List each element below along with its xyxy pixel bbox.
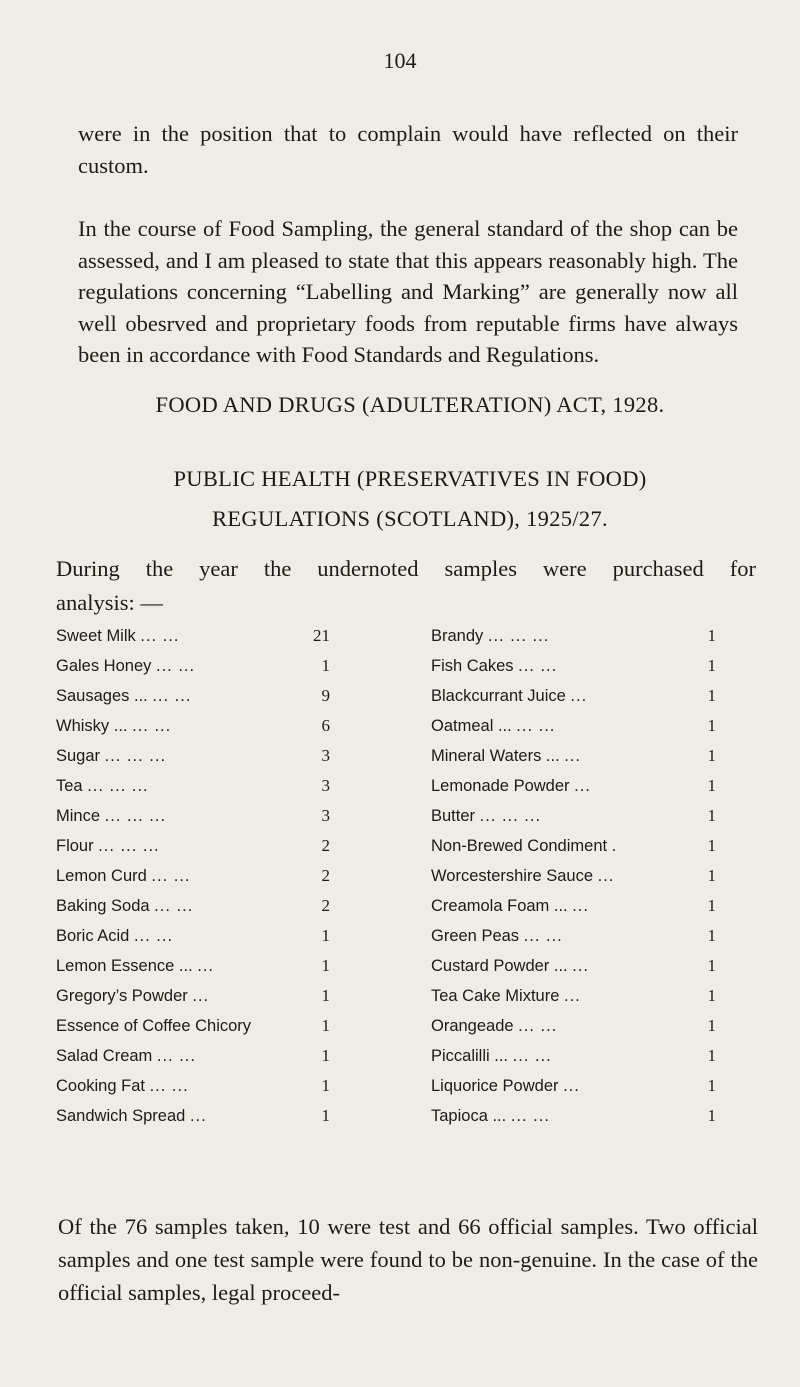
leader-dots: ... ...	[152, 687, 192, 705]
leader-dots: ... ...	[518, 657, 558, 675]
sample-item	[431, 1041, 552, 1071]
leader-dots: ... ...	[156, 1047, 196, 1065]
leader-dots: ...	[574, 777, 591, 795]
paragraph-sample-results: Of the 76 samples taken, 10 were test and 66 official samples. Two official samples and one test sample were found to be non-genuine. In the case of the official samples, legal proceed-	[58, 1214, 758, 1305]
leader-dots: ... ...	[523, 927, 563, 945]
leader-dots: ... ... ...	[87, 777, 149, 795]
sample-row	[56, 651, 766, 681]
sample-name: Oatmeal ...	[431, 717, 512, 735]
sample-row	[56, 681, 766, 711]
sample-name: Sausages ...	[56, 687, 148, 705]
sample-name: Sandwich Spread	[56, 1107, 186, 1125]
sample-name: Gregory’s Powder	[56, 987, 188, 1005]
paragraph-food-sampling: In the course of Food Sampling, the general standard of the shop can be assessed, and I am pleased to state that this appears reasonably high. The regulations concerning “Labelling and Marking” are generally now all well obesrved and proprietary foods from reputable firms have always been in accordance with Food Standards and Regulations.	[78, 216, 738, 367]
sample-name: Lemon Essence ...	[56, 957, 193, 975]
sample-count: 1	[321, 926, 330, 945]
sample-count: 6	[321, 716, 330, 735]
sample-item	[56, 831, 160, 861]
sample-name: Orangeade	[431, 1017, 514, 1035]
sample-name: Tea	[56, 777, 83, 795]
sample-count: 1	[707, 686, 716, 705]
sample-count: 1	[707, 806, 716, 825]
samples-list	[56, 621, 766, 1131]
sample-item	[431, 921, 563, 951]
heading-adulteration-act: FOOD AND DRUGS (ADULTERATION) ACT, 1928.	[155, 392, 665, 417]
sample-name: Sugar	[56, 747, 101, 765]
sample-item	[56, 1041, 196, 1071]
leader-dots: ... ... ...	[479, 807, 542, 825]
sample-row	[56, 951, 766, 981]
sample-count: 1	[707, 716, 716, 735]
leader-dots: ... ...	[140, 627, 180, 645]
sample-row	[56, 981, 766, 1011]
sample-count: 1	[321, 956, 330, 975]
sample-name: Mince	[56, 807, 101, 825]
sample-row	[56, 771, 766, 801]
leader-dots: ... ...	[151, 867, 191, 885]
sample-name: Lemonade Powder	[431, 777, 570, 795]
sample-count: 2	[321, 836, 330, 855]
sample-name: Green Peas	[431, 927, 520, 945]
sample-row	[56, 711, 766, 741]
sample-item	[431, 711, 555, 741]
sample-item	[56, 711, 171, 741]
leader-dots: ...	[570, 687, 588, 705]
leader-dots: ...	[597, 867, 615, 885]
paragraph-continuation: were in the position that to complain would have reflected on their custom.	[78, 121, 738, 178]
sample-item	[431, 1071, 580, 1101]
leader-dots: ...	[572, 957, 589, 975]
sample-count: 2	[321, 896, 330, 915]
leader-dots: ... ...	[133, 927, 174, 945]
sample-item	[56, 651, 195, 681]
sample-count: 1	[707, 656, 716, 675]
sample-count: 1	[707, 746, 716, 765]
sample-name: Butter	[431, 807, 476, 825]
sample-item	[56, 681, 191, 711]
leader-dots: ...	[189, 1107, 207, 1125]
sample-name: Creamola Foam ...	[431, 897, 568, 915]
sample-item	[56, 771, 149, 801]
sample-row	[56, 891, 766, 921]
sample-count: 1	[707, 1046, 716, 1065]
sample-count: 1	[707, 866, 716, 885]
sample-count: 1	[321, 656, 330, 675]
sample-name: Lemon Curd	[56, 867, 147, 885]
sample-item	[431, 681, 587, 711]
sample-name: Tapioca ...	[431, 1107, 507, 1125]
sample-item	[431, 651, 557, 681]
sample-item	[56, 981, 209, 1011]
sample-count: 3	[321, 746, 330, 765]
sample-item	[431, 831, 616, 861]
leader-dots: ... ... ...	[104, 807, 167, 825]
sample-row	[56, 861, 766, 891]
sample-name: Liquorice Powder	[431, 1077, 559, 1095]
sample-count: 1	[707, 836, 716, 855]
sample-name: Baking Soda	[56, 897, 150, 915]
sample-name: Flour	[56, 837, 94, 855]
sample-name: Non-Brewed Condiment .	[431, 837, 617, 855]
sample-item	[56, 861, 191, 891]
leader-dots: ... ...	[149, 1077, 189, 1095]
sample-name: Essence of Coffee Chicory	[56, 1017, 252, 1035]
sample-item	[431, 801, 541, 831]
sample-name: Tea Cake Mixture	[431, 987, 560, 1005]
sample-count: 1	[707, 626, 716, 645]
sample-count: 1	[321, 986, 330, 1005]
sample-item	[431, 951, 589, 981]
sample-count: 3	[321, 776, 330, 795]
sample-item	[56, 1071, 189, 1101]
sample-row	[56, 921, 766, 951]
leader-dots: ...	[563, 1077, 580, 1095]
sample-item	[56, 801, 166, 831]
sample-item	[431, 621, 549, 651]
leader-dots: ... ...	[512, 1047, 552, 1065]
sample-item	[431, 981, 581, 1011]
sample-name: Worcestershire Sauce	[431, 867, 594, 885]
sample-name: Custard Powder ...	[431, 957, 568, 975]
sample-count: 1	[707, 1016, 716, 1035]
sample-item	[431, 891, 589, 921]
samples-intro	[56, 552, 756, 620]
sample-name: Sweet Milk	[56, 627, 136, 645]
sample-count: 1	[707, 896, 716, 915]
sample-count: 1	[321, 1076, 330, 1095]
sample-count: 1	[707, 1106, 716, 1125]
sample-name: Mineral Waters ...	[431, 747, 560, 765]
leader-dots: ...	[572, 897, 589, 915]
sample-row	[56, 1011, 766, 1041]
leader-dots: ... ...	[516, 717, 556, 735]
sample-item	[56, 921, 173, 951]
sample-row	[56, 801, 766, 831]
sample-count: 1	[707, 956, 716, 975]
leader-dots: ...	[197, 957, 215, 975]
sample-item	[56, 621, 179, 651]
leader-dots: ... ... ...	[98, 837, 160, 855]
sample-count: 21	[313, 626, 330, 645]
leader-dots: ... ... ...	[104, 747, 167, 765]
sample-count: 1	[707, 926, 716, 945]
sample-count: 1	[707, 986, 716, 1005]
leader-dots: ... ... ...	[487, 627, 550, 645]
sample-item	[56, 1101, 207, 1131]
sample-item	[56, 891, 193, 921]
samples-intro-line2: analysis: —	[56, 590, 163, 615]
sample-name: Blackcurrant Juice	[431, 687, 566, 705]
samples-intro-line1: During the year the undernoted samples were purchased for	[56, 556, 756, 581]
sample-item	[431, 741, 581, 771]
leader-dots: ...	[192, 987, 210, 1005]
sample-row	[56, 741, 766, 771]
heading-preservatives-line2: REGULATIONS (SCOTLAND), 1925/27.	[212, 506, 608, 531]
page-number: 104	[383, 48, 417, 73]
sample-count: 1	[707, 776, 716, 795]
sample-count: 2	[321, 866, 330, 885]
sample-name: Gales Honey	[56, 657, 152, 675]
sample-item	[431, 771, 591, 801]
sample-count: 3	[321, 806, 330, 825]
sample-item	[56, 951, 214, 981]
heading-preservatives-line1: PUBLIC HEALTH (PRESERVATIVES IN FOOD)	[173, 466, 647, 491]
leader-dots: ... ...	[518, 1017, 558, 1035]
sample-row	[56, 621, 766, 651]
leader-dots: ... ...	[132, 717, 172, 735]
leader-dots: ... ...	[154, 897, 194, 915]
sample-name: Salad Cream	[56, 1047, 153, 1065]
leader-dots: ... ...	[510, 1107, 550, 1125]
sample-name: Whisky ...	[56, 717, 128, 735]
sample-item	[431, 861, 614, 891]
sample-row	[56, 1101, 766, 1131]
sample-count: 1	[321, 1106, 330, 1125]
sample-item	[431, 1101, 550, 1131]
sample-item	[56, 741, 166, 771]
sample-row	[56, 1041, 766, 1071]
leader-dots: ... ...	[155, 657, 196, 675]
sample-name: Fish Cakes	[431, 657, 514, 675]
sample-name: Brandy	[431, 627, 484, 645]
sample-item	[431, 1011, 557, 1041]
leader-dots: ...	[563, 987, 581, 1005]
sample-count: 1	[707, 1076, 716, 1095]
sample-count: 1	[321, 1046, 330, 1065]
leader-dots: ...	[564, 747, 582, 765]
sample-name: Boric Acid	[56, 927, 130, 945]
sample-name: Piccalilli ...	[431, 1047, 509, 1065]
sample-item	[56, 1011, 251, 1041]
sample-count: 1	[321, 1016, 330, 1035]
sample-row	[56, 1071, 766, 1101]
sample-count: 9	[321, 686, 330, 705]
sample-row	[56, 831, 766, 861]
sample-name: Cooking Fat	[56, 1077, 145, 1095]
